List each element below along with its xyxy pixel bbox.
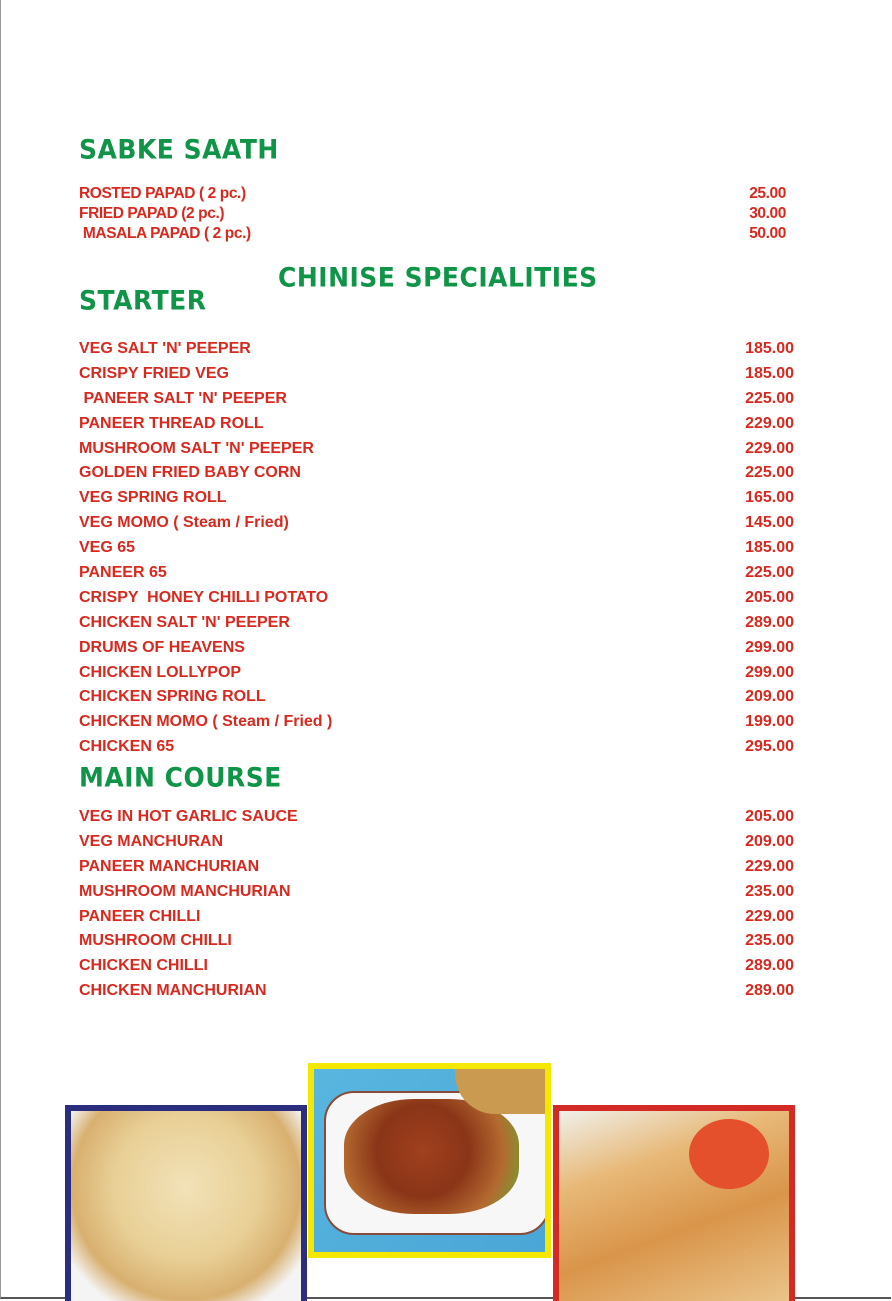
papad-photo [65,1105,307,1301]
menu-item [79,412,794,437]
menu-item-name: MUSHROOM CHILLI [79,932,232,950]
menu-item [79,486,794,511]
menu-item-name: GOLDEN FRIED BABY CORN [79,464,301,482]
menu-item-price: 199.00 [745,713,794,731]
menu-item [79,184,794,204]
starter-heading: STARTER [79,285,207,316]
menu-item [79,805,794,830]
menu-item-price: 185.00 [745,340,794,357]
menu-item-name: CHICKEN MOMO ( Steam / Fried ) [79,713,333,731]
menu-item-name: CRISPY FRIED VEG [79,364,229,382]
menu-item [79,685,794,710]
menu-item [79,929,794,954]
menu-item-name: MUSHROOM SALT 'N' PEEPER [79,439,314,457]
menu-item-price: 225.00 [745,389,794,407]
menu-item-price: 289.00 [745,982,794,1000]
menu-item-price: 229.00 [745,857,794,875]
menu-item-name: FRIED PAPAD (2 pc.) [79,205,225,222]
menu-item-name: MUSHROOM MANCHURIAN [79,882,291,900]
menu-item-name: CHICKEN LOLLYPOP [79,663,242,681]
menu-item-price: 229.00 [745,907,794,925]
chinese-specialities-heading: CHINISE SPECIALITIES [278,262,598,293]
menu-item [79,536,794,561]
menu-item [79,710,794,735]
spring-roll-photo [553,1105,795,1301]
sabke-saath-list [79,184,794,244]
menu-item-name: PANEER THREAD ROLL [79,414,264,432]
menu-item-price: 185.00 [745,364,794,382]
menu-item-name: PANEER SALT 'N' PEEPER [79,389,287,407]
menu-item-name: PANEER 65 [79,564,167,582]
menu-item-name: MASALA PAPAD ( 2 pc.) [79,225,251,242]
menu-item-name: VEG MOMO ( Steam / Fried) [79,514,289,532]
menu-item-price: 209.00 [745,688,794,706]
menu-item-price: 235.00 [745,932,794,950]
menu-item [79,224,794,244]
menu-item-price: 30.00 [749,205,786,222]
menu-item [79,979,794,1004]
menu-item-name: PANEER MANCHURIAN [79,857,260,875]
menu-item [79,511,794,536]
menu-item [79,561,794,586]
menu-item [79,905,794,930]
menu-item [79,735,794,760]
menu-item [79,830,794,855]
menu-item [79,661,794,686]
menu-item [79,337,794,362]
menu-item [79,855,794,880]
menu-item-price: 165.00 [745,489,794,507]
menu-item-price: 289.00 [745,613,794,631]
menu-item-price: 25.00 [749,185,786,202]
menu-item-name: VEG SALT 'N' PEEPER [79,340,251,357]
menu-item-name: VEG SPRING ROLL [79,489,227,507]
menu-item [79,586,794,611]
chilli-chicken-photo [308,1063,551,1258]
menu-item-price: 50.00 [749,225,786,242]
menu-item-price: 225.00 [745,564,794,582]
menu-item-name: VEG 65 [79,539,136,557]
menu-item-price: 299.00 [745,663,794,681]
menu-item [79,611,794,636]
sabke-saath-heading: SABKE SAATH [79,134,279,165]
menu-item-name: VEG IN HOT GARLIC SAUCE [79,808,298,825]
menu-item-price: 295.00 [745,738,794,756]
menu-item [79,362,794,387]
menu-item-name: ROSTED PAPAD ( 2 pc.) [79,185,246,202]
menu-item-price: 229.00 [745,439,794,457]
menu-item-price: 205.00 [745,808,794,825]
menu-item [79,461,794,486]
menu-item-name: DRUMS OF HEAVENS [79,638,245,656]
starter-list [79,337,794,760]
main-course-heading: MAIN COURSE [79,762,282,793]
menu-item [79,204,794,224]
main-course-list [79,805,794,1004]
menu-item [79,880,794,905]
menu-item-price: 299.00 [745,638,794,656]
menu-item-name: CHICKEN CHILLI [79,957,208,975]
menu-item-price: 289.00 [745,957,794,975]
menu-item-name: CHICKEN SPRING ROLL [79,688,266,706]
menu-item-price: 209.00 [745,832,794,850]
menu-item-name: CRISPY HONEY CHILLI POTATO [79,588,329,606]
menu-item-price: 229.00 [745,414,794,432]
menu-item [79,954,794,979]
menu-item-price: 225.00 [745,464,794,482]
menu-item [79,387,794,412]
menu-item [79,437,794,462]
menu-item-price: 235.00 [745,882,794,900]
menu-item-name: CHICKEN SALT 'N' PEEPER [79,613,290,631]
menu-item-name: CHICKEN 65 [79,738,175,756]
menu-item-name: PANEER CHILLI [79,907,201,925]
menu-item-price: 185.00 [745,539,794,557]
menu-item [79,636,794,661]
menu-item-name: CHICKEN MANCHURIAN [79,982,267,1000]
menu-item-price: 145.00 [745,514,794,532]
menu-item-price: 205.00 [745,588,794,606]
menu-item-name: VEG MANCHURAN [79,832,223,850]
